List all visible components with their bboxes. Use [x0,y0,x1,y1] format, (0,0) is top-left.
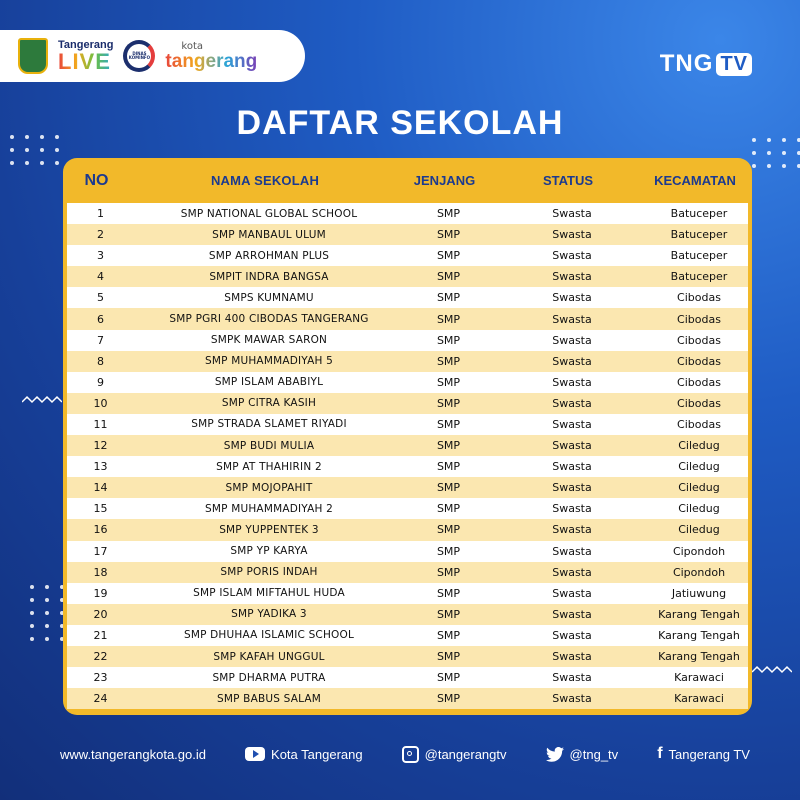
cell-jenjang: SMP [436,375,461,389]
table-row [67,435,748,456]
cell-status: Swasta [552,249,592,263]
cell-jenjang: SMP [436,628,461,642]
cell-kecamatan: Cibodas [677,312,721,326]
cell-kecamatan: Cipondoh [672,544,726,558]
footer-twitter[interactable] [546,747,619,762]
table-row [67,477,748,498]
table-row [67,224,748,245]
cell-kecamatan: Batuceper [670,207,728,221]
logo-bar [0,30,305,82]
table-row [67,646,748,667]
cell-name: SMP NATIONAL GLOBAL SCHOOL [180,207,358,220]
cell-name: SMPS KUMNAMU [224,291,314,304]
youtube-text: Kota Tangerang [271,746,363,762]
cell-no: 11 [93,417,108,431]
cell-name: SMP PORIS INDAH [220,566,318,579]
cell-status: Swasta [552,354,592,368]
table-row [67,498,748,519]
cell-kecamatan: Cibodas [677,417,721,431]
cell-kecamatan: Batuceper [670,270,728,284]
table-row [67,393,748,414]
cell-no: 1 [97,207,104,221]
cell-no: 24 [93,692,108,706]
footer-youtube[interactable] [245,747,363,762]
decor-zigzag-right [752,664,792,676]
facebook-icon: f [657,745,663,762]
cell-kecamatan: Ciledug [678,481,720,495]
cell-name: SMP STRADA SLAMET RIYADI [191,418,347,431]
cell-jenjang: SMP [436,417,461,431]
school-table [63,158,752,715]
header-jenjang: JENJANG [413,173,476,188]
cell-no: 9 [97,375,104,389]
footer [60,745,750,763]
cell-name: SMP ISLAM ABABIYL [214,376,324,389]
brand-text: TNG [659,50,714,77]
table-row [67,688,748,709]
cell-kecamatan: Karawaci [674,692,724,706]
cell-kecamatan: Cibodas [677,333,721,347]
table-row [67,583,748,604]
cell-jenjang: SMP [436,481,461,495]
cell-status: Swasta [552,671,592,685]
cell-jenjang: SMP [436,270,461,284]
table-header [63,158,752,203]
cell-kecamatan: Karang Tengah [658,650,740,664]
header-kecamatan: KECAMATAN [654,173,736,188]
table-row [67,245,748,266]
cell-kecamatan: Karawaci [674,671,724,685]
cell-status: Swasta [552,375,592,389]
table-row [67,203,748,224]
footer-website[interactable] [60,747,206,762]
cell-kecamatan: Cibodas [677,396,721,410]
cell-name: SMP BABUS SALAM [216,692,322,705]
cell-no: 8 [97,354,104,368]
kota-logo-top: kota [181,40,204,52]
cell-name: SMP KAFAH UNGGUL [213,650,325,663]
cell-no: 5 [97,291,104,305]
cell-no: 20 [93,607,108,621]
cell-jenjang: SMP [436,228,461,242]
cell-no: 21 [93,628,108,642]
cell-status: Swasta [552,607,592,621]
cell-jenjang: SMP [436,207,461,221]
cell-status: Swasta [552,523,592,537]
cell-kecamatan: Batuceper [670,249,728,263]
cell-no: 2 [97,228,104,242]
decor-dots-right-top [752,138,800,168]
table-row [67,414,748,435]
cell-jenjang: SMP [436,544,461,558]
cell-kecamatan: Ciledug [678,523,720,537]
cell-name: SMP DHARMA PUTRA [212,671,326,684]
cell-name: SMP MANBAUL ULUM [212,228,326,241]
cell-kecamatan: Ciledug [678,460,720,474]
cell-kecamatan: Batuceper [670,228,728,242]
cell-status: Swasta [552,481,592,495]
cell-name: SMP BUDI MULIA [223,439,315,452]
cell-no: 14 [93,481,108,495]
cell-no: 23 [93,671,108,685]
cell-status: Swasta [552,291,592,305]
cell-jenjang: SMP [436,692,461,706]
cell-kecamatan: Karang Tengah [658,628,740,642]
cell-status: Swasta [552,228,592,242]
cell-name: SMP PGRI 400 CIBODAS TANGERANG [169,313,369,326]
cell-kecamatan: Jatiuwung [671,586,727,600]
table-row [67,519,748,540]
cell-status: Swasta [552,650,592,664]
cell-jenjang: SMP [436,607,461,621]
table-row [67,456,748,477]
cell-jenjang: SMP [436,312,461,326]
cell-jenjang: SMP [436,523,461,537]
page-title: DAFTAR SEKOLAH [236,104,564,142]
instagram-icon [402,746,419,763]
cell-status: Swasta [552,544,592,558]
cell-status: Swasta [552,628,592,642]
cell-status: Swasta [552,207,592,221]
header-no: NO [84,171,109,189]
cell-name: SMP YADIKA 3 [231,608,307,621]
table-row [67,266,748,287]
cell-jenjang: SMP [436,671,461,685]
cell-jenjang: SMP [436,249,461,263]
cell-no: 6 [97,312,104,326]
table-row [67,625,748,646]
table-row [67,372,748,393]
cell-name: SMP YP KARYA [230,545,308,558]
table-row [67,541,748,562]
cell-name: SMP ARROHMAN PLUS [208,249,330,262]
cell-status: Swasta [552,417,592,431]
table-row [67,667,748,688]
cell-jenjang: SMP [436,439,461,453]
cell-jenjang: SMP [436,586,461,600]
cell-name: SMPIT INDRA BANGSA [209,270,329,283]
cell-status: Swasta [552,692,592,706]
table-row [67,330,748,351]
header-name: NAMA SEKOLAH [210,173,320,188]
cell-name: SMP AT THAHIRIN 2 [216,460,322,473]
decor-zigzag-left [22,394,62,406]
table-row [67,351,748,372]
footer-instagram[interactable] [402,746,507,763]
cell-name: SMPK MAWAR SARON [210,334,328,347]
brand-tv-badge: TV [716,53,752,76]
kominfo-logo [123,40,155,72]
header-status: STATUS [542,173,594,188]
cell-name: SMP CITRA KASIH [221,397,317,410]
cell-no: 4 [97,270,104,284]
cell-no: 15 [93,502,108,516]
cell-no: 19 [93,586,108,600]
table-body [67,203,748,709]
table-row [67,287,748,308]
tangerang-live-logo [58,40,113,73]
website-text: www.tangerangkota.go.id [60,746,206,762]
cell-status: Swasta [552,312,592,326]
cell-name: SMP MOJOPAHIT [225,481,313,494]
cell-no: 3 [97,249,104,263]
cell-status: Swasta [552,270,592,284]
cell-no: 13 [93,460,108,474]
cell-no: 12 [93,439,108,453]
cell-kecamatan: Karang Tengah [658,607,740,621]
cell-jenjang: SMP [436,396,461,410]
decor-dots-left-bottom [30,585,66,641]
cell-jenjang: SMP [436,502,461,516]
cell-no: 10 [93,396,108,410]
cell-status: Swasta [552,502,592,516]
decor-dots-left-top [10,135,61,165]
tng-tv-brand-logo [660,50,752,78]
twitter-text: @tng_tv [569,746,619,762]
table-row [67,562,748,583]
cell-status: Swasta [552,565,592,579]
cell-kecamatan: Ciledug [678,439,720,453]
cell-name: SMP MUHAMMADIYAH 5 [205,355,333,368]
cell-kecamatan: Ciledug [678,502,720,516]
cell-kecamatan: Cibodas [677,375,721,389]
cell-no: 7 [97,333,104,347]
kota-tangerang-logo [165,42,257,71]
table-row [67,308,748,329]
cell-kecamatan: Cibodas [677,291,721,305]
cell-status: Swasta [552,460,592,474]
cell-jenjang: SMP [436,333,461,347]
cell-jenjang: SMP [436,460,461,474]
tangerang-crest-logo [18,38,48,74]
youtube-icon [245,747,265,761]
cell-no: 22 [93,650,108,664]
footer-facebook[interactable] [657,745,750,763]
cell-name: SMP MUHAMMADIYAH 2 [205,502,333,515]
cell-jenjang: SMP [436,354,461,368]
cell-status: Swasta [552,333,592,347]
kominfo-logo-text: DINAS KOMINFO [128,51,151,60]
cell-jenjang: SMP [436,291,461,305]
cell-no: 17 [93,544,108,558]
cell-name: SMP DHUHAA ISLAMIC SCHOOL [183,629,355,642]
live-logo-top: Tangerang [58,38,114,51]
cell-name: SMP YUPPENTEK 3 [219,523,319,536]
cell-jenjang: SMP [436,565,461,579]
cell-kecamatan: Cipondoh [672,565,726,579]
instagram-text: @tangerangtv [424,746,507,762]
cell-name: SMP ISLAM MIFTAHUL HUDA [193,587,345,600]
table-row [67,604,748,625]
cell-status: Swasta [552,396,592,410]
cell-no: 16 [93,523,108,537]
cell-status: Swasta [552,586,592,600]
kota-logo-bottom: tangerang [165,50,258,72]
live-logo-bottom: LIVE [58,51,113,73]
cell-jenjang: SMP [436,650,461,664]
cell-no: 18 [93,565,108,579]
facebook-text: Tangerang TV [668,746,750,762]
cell-kecamatan: Cibodas [677,354,721,368]
cell-status: Swasta [552,439,592,453]
twitter-icon [546,747,564,762]
